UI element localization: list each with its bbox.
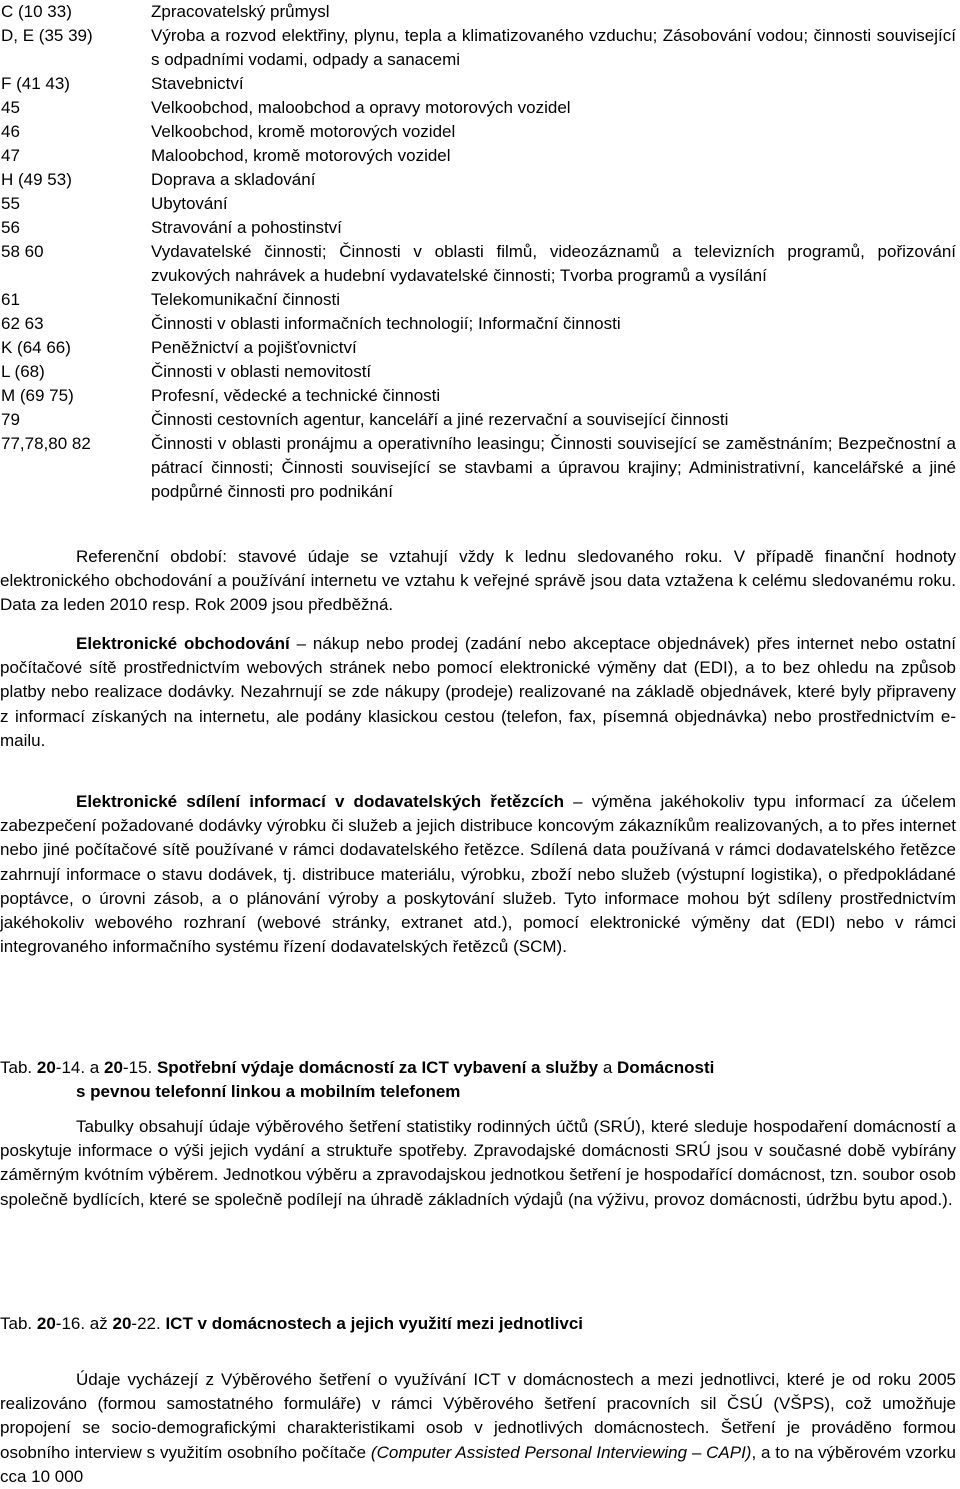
classification-code: 61 (1, 290, 20, 309)
classification-description: Velkoobchod, maloobchod a opravy motorových vozidel (151, 98, 571, 117)
tab-20-14-heading (0, 1056, 956, 1104)
classification-row (0, 144, 960, 168)
tab-number-suffix: -15. (122, 1058, 153, 1077)
classification-description: Telekomunikační činnosti (151, 290, 340, 309)
classification-description: Činnosti v oblasti pronájmu a operativního leasingu; Činnosti související se zaměstnáním; Bezpečnostní a pátrací činnosti; Činnosti související se stavbami a úpravou krajiny; Administrativní, kancelářské a jiné podpůrné činnosti pro podnikání (151, 434, 956, 501)
ecommerce-dash: – (289, 634, 313, 653)
classification-description: Ubytování (151, 194, 228, 213)
tab-title: Domácnosti (617, 1058, 715, 1077)
classification-code: K (64 66) (1, 338, 71, 357)
classification-code: 55 (1, 194, 20, 213)
classification-code: 58 60 (1, 242, 44, 261)
classification-description: Činnosti cestovních agentur, kanceláří a jiné rezervační a související činnosti (151, 410, 729, 429)
description-text: , a to na výběrovém vzorku cca 10 000 (0, 1442, 956, 1486)
tab-number-bold: 20 (36, 1058, 56, 1077)
ecommerce-definition (0, 632, 956, 753)
tab-title: ICT v domácnostech a jejich využití mezi jednotlivci (165, 1314, 583, 1333)
classification-row (0, 72, 960, 96)
tab-connector: a (85, 1058, 104, 1077)
classification-code: C (10 33) (1, 2, 72, 21)
tab-number-bold: 20 (112, 1314, 132, 1333)
classification-description: Stavebnictví (151, 74, 244, 93)
ecommerce-term: Elektronické obchodování (76, 634, 290, 653)
supply-chain-definition (0, 790, 956, 959)
reference-period-paragraph: Referenční období: stavové údaje se vztahují vždy k lednu sledovaného roku. V případě finanční hodnoty elektronického obchodování a používání internetu ve vztahu k veřejné správě jsou data vztažena k celému sledovanému roku. Data za leden 2010 resp. Rok 2009 jsou předběžná. (0, 547, 956, 615)
classification-description: Výroba a rozvod elektřiny, plynu, tepla a klimatizovaného vzduchu; Zásobování vodou; činnosti související s odpadními vodami, odpady a sanacemi (151, 26, 956, 69)
tab-prefix: Tab. (0, 1058, 37, 1077)
classification-code: F (41 43) (1, 74, 70, 93)
classification-code: 45 (1, 98, 20, 117)
tab-20-16-heading (0, 1312, 956, 1336)
supply-chain-dash: – (563, 792, 592, 811)
tab-number-suffix: -16. (55, 1314, 86, 1333)
classification-row (0, 120, 960, 144)
classification-row (0, 240, 960, 288)
classification-code: L (68) (1, 362, 45, 381)
classification-row (0, 408, 960, 432)
tab-number-suffix: -14. (55, 1058, 86, 1077)
tab-number-suffix: -22. (131, 1314, 161, 1333)
classification-description: Zpracovatelský průmysl (151, 2, 330, 21)
classification-row (0, 24, 960, 72)
supply-chain-text: výměna jakéhokoliv typu informací za účelem zabezpečení požadované dodávky výrobku či služeb a jejich distribuce koncovým zákazníkům realizovaných, a to přes internet nebo jiné počítačové sítě používané v rámci dodavatelského řetězce. Sdílená data používaná v rámci dodavatelského řetězce zahrnují informace o stavu dodávek, tj. distribuce materiálu, výrobku, zboží nebo služeb (výstupní logistika), o předpokládané poptávce, o úrovni zásob, a o plánování výroby a poskytování služeb. Tyto informace mohou být sdíleny prostřednictvím jakéhokoliv webového rozhraní (webové stránky, extranet atd.), pomocí elektronické výměny dat (EDI) nebo v rámci integrovaného informačního systému řízení dodavatelských řetězců (SCM). (0, 792, 956, 957)
classification-code: 77,78,80 82 (1, 434, 91, 453)
classification-description: Peněžnictví a pojišťovnictví (151, 338, 357, 357)
tab-connector: až (85, 1314, 113, 1333)
classification-code: 62 63 (1, 314, 44, 333)
supply-chain-term: Elektronické sdílení informací v dodavatelských řetězcích (76, 792, 564, 811)
classification-row (0, 288, 960, 312)
classification-row (0, 0, 960, 24)
tab-20-16-description (0, 1368, 956, 1489)
classification-description: Doprava a skladování (151, 170, 316, 189)
classification-row (0, 168, 960, 192)
classification-code: M (69 75) (1, 386, 74, 405)
classification-row (0, 336, 960, 360)
tab-prefix: Tab. (0, 1314, 37, 1333)
classification-description: Činnosti v oblasti nemovitostí (151, 362, 372, 381)
classification-description: Maloobchod, kromě motorových vozidel (151, 146, 451, 165)
classification-description: Vydavatelské činnosti; Činnosti v oblasti filmů, videozáznamů a televizních programů, pořizování zvukových nahrávek a hudební vydavatelské činnosti; Tvorba programů a vysílání (151, 242, 956, 285)
tab-title-connector: a (598, 1058, 618, 1077)
classification-row (0, 216, 960, 240)
activity-classification-table (0, 0, 960, 504)
tab-title-continued: s pevnou telefonní linkou a mobilním telefonem (76, 1082, 461, 1101)
description-text: Údaje vycházejí z Výběrového šetření o využívání ICT v domácnostech a mezi jednotlivci, které je od roku 2005 realizováno (formou samostatného formuláře) v rámci Výběrového šetření pracovních sil ČSÚ (VŠPS), což umožňuje propojení se socio-demografickými charakteristikami osob v jednotlivých domácnostech. Šetření je prováděno formou osobního interview s využitím osobního počítače (0, 1370, 956, 1462)
capi-italic-text: (Computer Assisted Personal Interviewing – CAPI) (370, 1442, 752, 1462)
classification-description: Profesní, vědecké a technické činnosti (151, 386, 441, 405)
classification-description: Velkoobchod, kromě motorových vozidel (151, 122, 456, 141)
tab-number-bold: 20 (103, 1058, 123, 1077)
tab-20-14-description: Tabulky obsahují údaje výběrového šetření statistiky rodinných účtů (SRÚ), které sleduje hospodaření domácností a poskytuje informace o výši jejich vydání a struktuře spotřeby. Zpravodajské domácnosti SRÚ jsou v současné době vybírány záměrným kvótním výběrem. Jednotkou výběru a zpravodajskou jednotkou šetření je hospodařící domácnost, tzn. soubor osob společně bydlících, které se společně podílejí na úhradě základních výdajů (na výživu, provoz domácnosti, údržbu bytu apod.). (0, 1117, 956, 1209)
classification-code: 46 (1, 122, 20, 141)
classification-row (0, 432, 960, 504)
tab-number-bold: 20 (36, 1314, 56, 1333)
classification-description: Stravování a pohostinství (151, 218, 342, 237)
classification-row (0, 192, 960, 216)
ecommerce-text: nákup nebo prodej (zadání nebo akceptace objednávek) přes internet nebo ostatní počítačové sítě prostřednictvím webových stránek nebo pomocí elektronické výměny dat (EDI), a to bez ohledu na způsob platby nebo realizace dodávky. Nezahrnují se zde nákupy (prodeje) realizované na základě objednávek, které byly připraveny z informací získaných na internetu, ale podány klasickou cestou (telefon, fax, písemná objednávka) nebo prostřednictvím e-mailu. (0, 634, 957, 750)
classification-description: Činnosti v oblasti informačních technologií; Informační činnosti (151, 314, 621, 333)
classification-row (0, 96, 960, 120)
classification-code: H (49 53) (1, 170, 72, 189)
classification-row (0, 312, 960, 336)
tab-title: Spotřební výdaje domácností za ICT vybavení a služby (156, 1058, 599, 1077)
classification-code: 56 (1, 218, 20, 237)
classification-code: 47 (1, 146, 20, 165)
classification-row (0, 384, 960, 408)
classification-code: D, E (35 39) (1, 26, 93, 45)
classification-code: 79 (1, 410, 20, 429)
classification-row (0, 360, 960, 384)
